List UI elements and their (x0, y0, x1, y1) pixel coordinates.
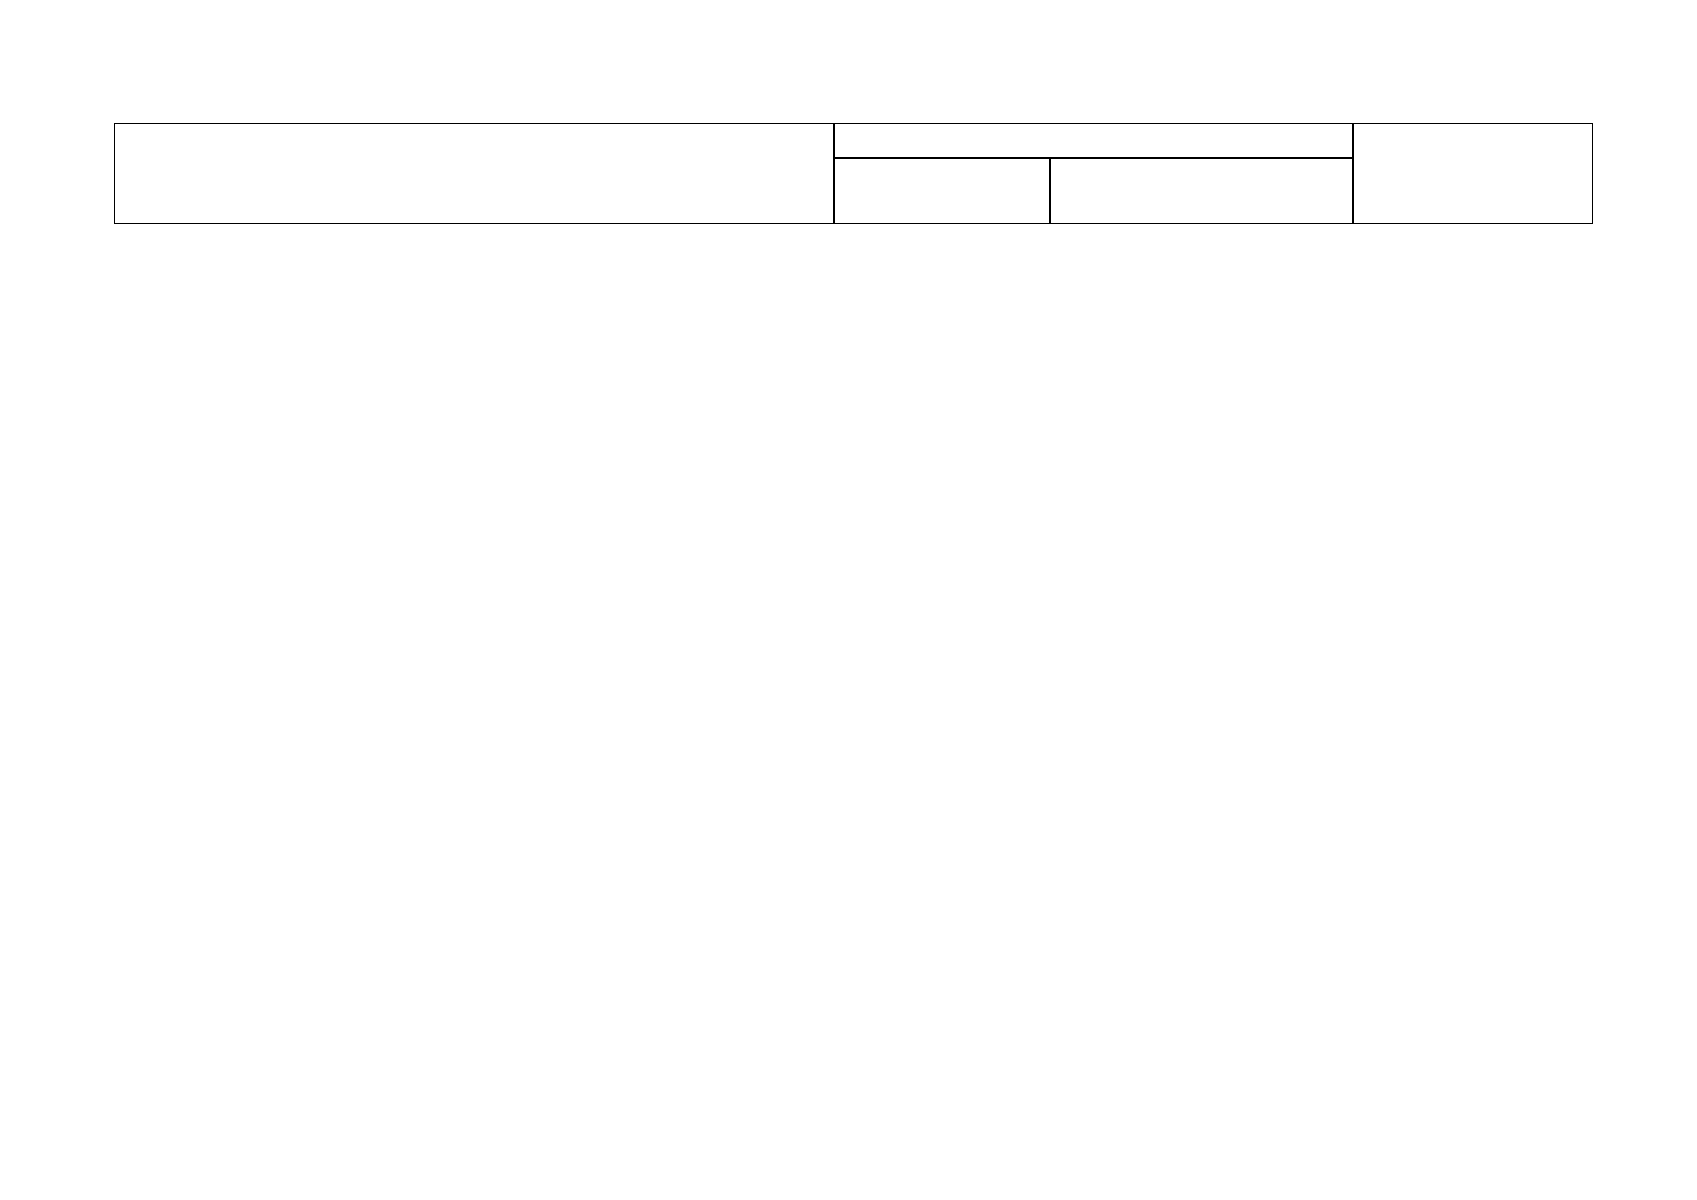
table-header (114, 123, 1593, 224)
header-divider (833, 124, 835, 224)
header-divider (833, 157, 1353, 159)
header-divider (1352, 124, 1354, 224)
header-divider (1049, 158, 1051, 224)
